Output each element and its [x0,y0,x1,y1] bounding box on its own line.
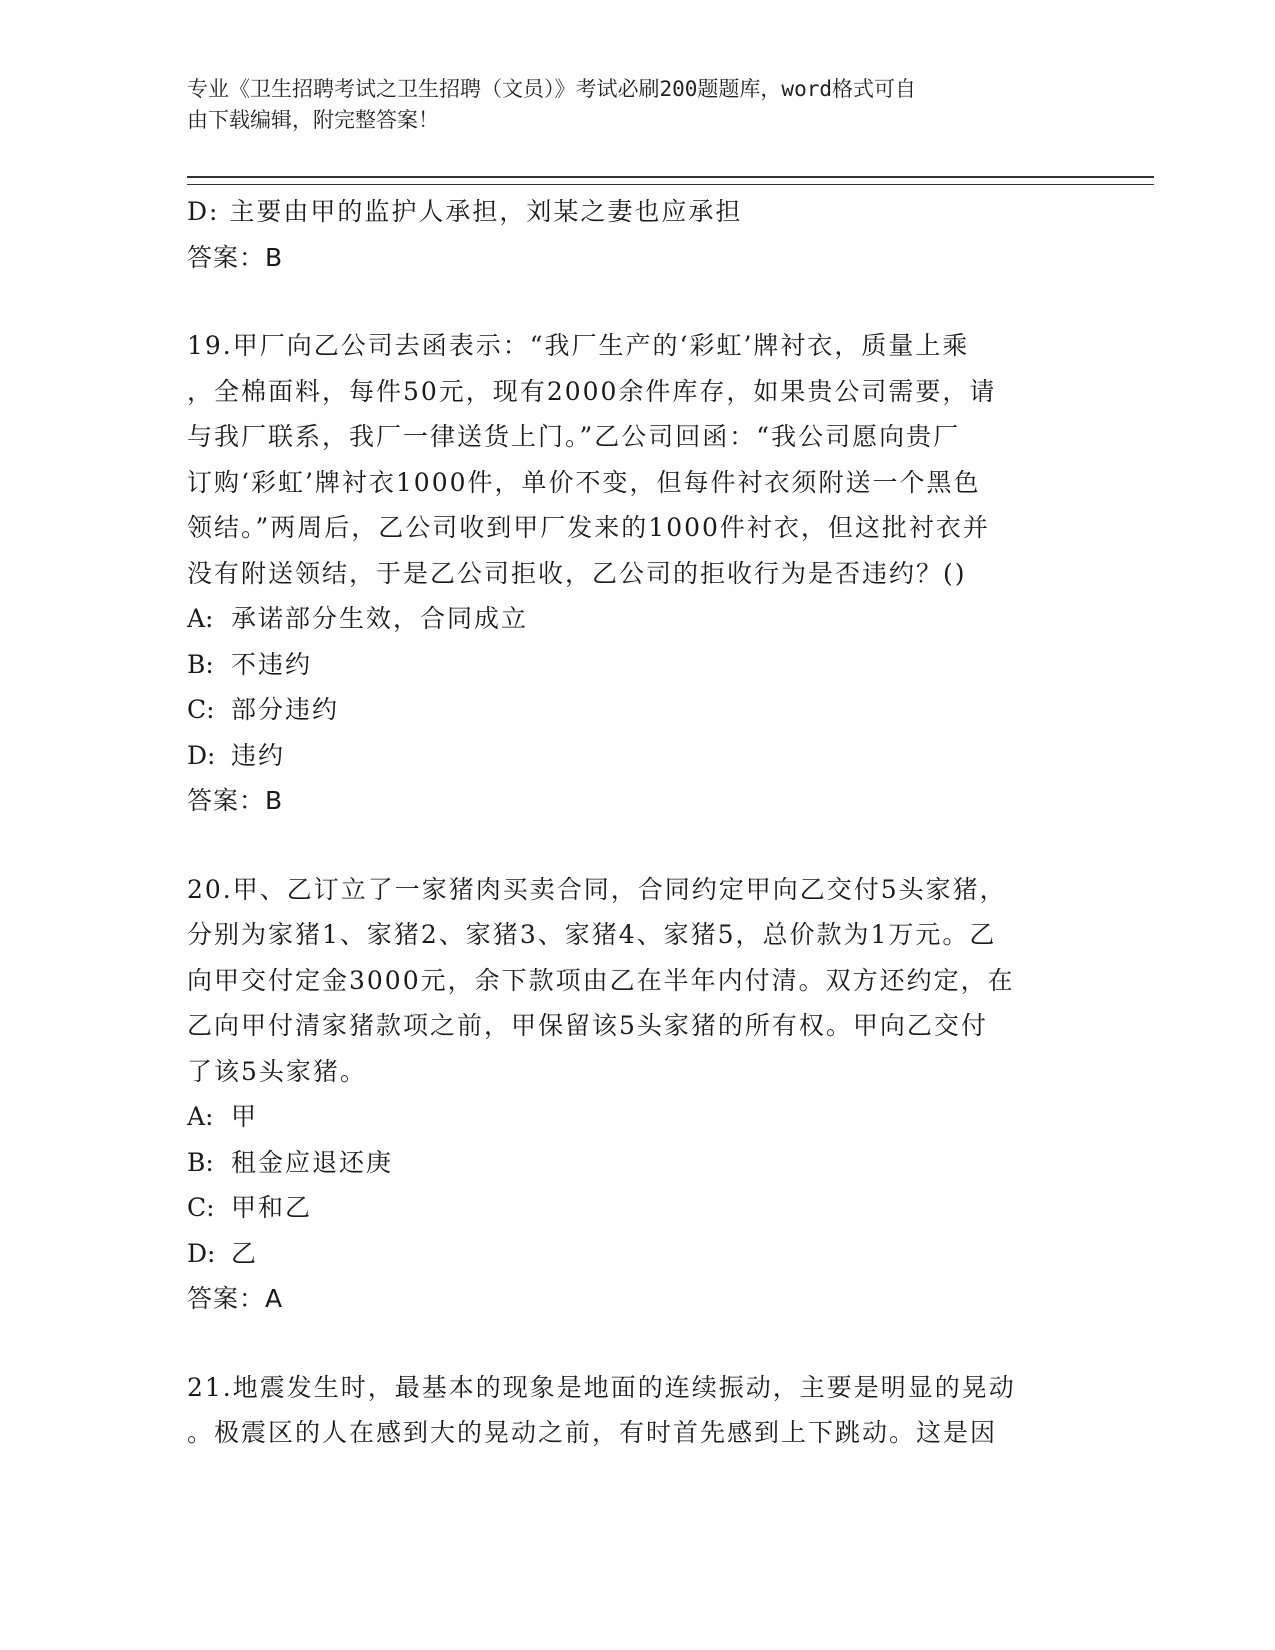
question-19-option-c [187,687,1087,733]
question-20-line: 20.甲、乙订立了一家猪肉买卖合同，合同约定甲向乙交付5头家猪， [187,874,1007,904]
question-19-option-a [187,596,1087,642]
option-text: 不违约 [231,649,313,679]
prev-option-d: D: 主要由甲的监护人承担，刘某之妻也应承担 [187,197,743,226]
question-19-line: 19.甲厂向乙公司去函表示：“我厂生产的‘彩虹’牌衬衣，质量上乘 [187,331,970,360]
option-text: 甲和乙 [231,1193,313,1222]
spacer [187,1322,1087,1365]
question-19-line: 没有附送领结，于是乙公司拒收，乙公司的拒收行为是否违约？() [187,558,967,588]
question-20-option-b [187,1140,1087,1186]
question-20-option-a [187,1094,1087,1140]
question-21-line: 。极震区的人在感到大的晃动之前，有时首先感到上下跳动。这是因 [187,1418,998,1447]
question-19-answer: 答案：B [187,786,284,815]
header-divider [187,176,1154,185]
option-letter: B: [187,649,214,679]
option-text: 租金应退还庚 [231,1147,394,1177]
option-text: 乙 [231,1238,259,1268]
question-21 [187,1365,1087,1456]
question-20-line: 乙向甲付清家猪款项之前，甲保留该5头家猪的所有权。甲向乙交付 [187,1011,988,1040]
question-20-line: 分别为家猪1、家猪2、家猪3、家猪4、家猪5，总价款为1万元。乙 [187,920,997,949]
question-19-line: 领结。”两周后，乙公司收到甲厂发来的1000件衬衣，但这批衬衣并 [187,513,990,542]
question-20-option-c [187,1185,1087,1231]
option-letter: C: [187,695,215,724]
spacer [187,824,1087,867]
page-header [187,74,1067,136]
option-text: 部分违约 [231,695,340,724]
option-letter: A: [187,1102,214,1131]
question-19-line: 与我厂联系，我厂一律送货上门。”乙公司回函：“我公司愿向贵厂 [187,422,961,451]
question-21-line: 21.地震发生时，最基本的现象是地面的连续振动，主要是明显的晃动 [187,1372,1016,1402]
option-letter: A: [187,604,214,633]
question-19-line: ，全棉面料，每件50元，现有2000余件库存，如果贵公司需要，请 [187,376,997,406]
spacer [187,280,1087,323]
question-20-option-d [187,1231,1087,1277]
option-letter: C: [187,1193,215,1222]
option-text: 甲 [231,1102,259,1131]
option-text: 违约 [231,740,286,770]
question-20 [187,867,1087,1322]
question-20-answer: 答案：A [187,1284,284,1313]
prev-answer: 答案：B [187,242,284,272]
header-line-1: 专业《卫生招聘考试之卫生招聘（文员）》考试必刷200题题库，word格式可自 [187,77,916,101]
option-letter: B: [187,1147,214,1177]
header-line-2: 由下载编辑，附完整答案！ [187,108,439,132]
question-20-line: 了该5头家猪。 [187,1056,367,1086]
option-letter: D: [187,1238,216,1268]
option-text: 承诺部分生效，合同成立 [231,604,529,633]
question-20-line: 向甲交付定金3000元，余下款项由乙在半年内付清。双方还约定，在 [187,965,1015,995]
question-19 [187,323,1087,824]
question-19-option-d [187,733,1087,779]
question-19-line: 订购‘彩虹’牌衬衣1000件，单价不变，但每件衬衣须附送一个黑色 [187,467,981,497]
question-19-option-b [187,642,1087,688]
option-letter: D: [187,740,216,770]
document-body [187,189,1087,1456]
